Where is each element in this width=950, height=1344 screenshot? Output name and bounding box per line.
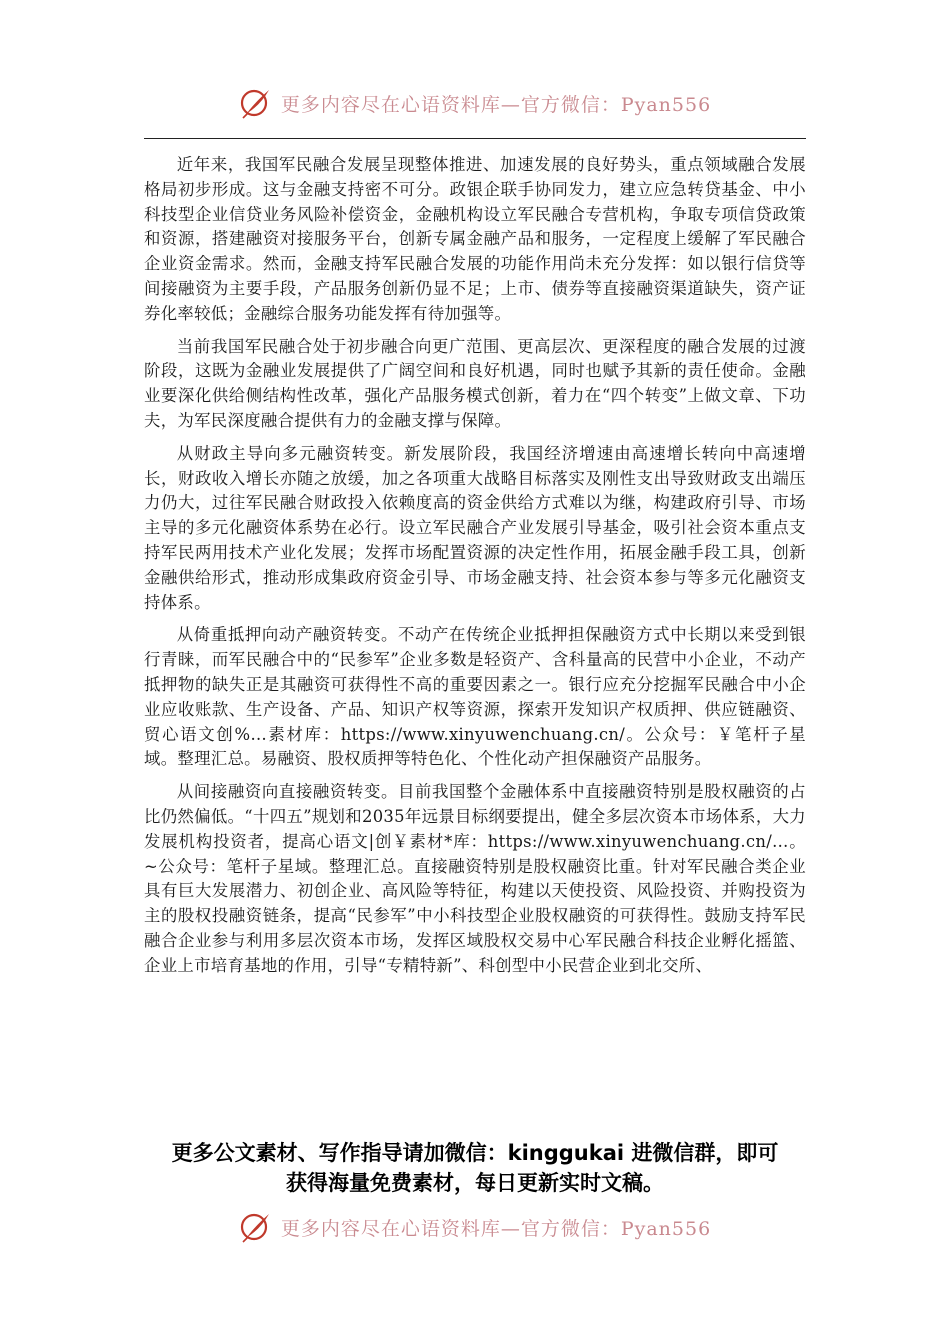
header-divider [144, 138, 806, 139]
header-banner-text: 更多内容尽在心语资料库—官方微信：Pyan556 [280, 93, 712, 116]
promo-line: 更多公文素材、写作指导请加微信：kinggukai 进微信群，即可 [171, 1141, 779, 1165]
promo-line: 获得海量免费素材，每日更新实时文稿。 [286, 1171, 664, 1195]
header-banner [0, 78, 950, 128]
document-body [144, 153, 806, 987]
paragraph: 从倚重抵押向动产融资转变。不动产在传统企业抵押担保融资方式中长期以来受到银行青睐，而军民融合中的“民参军”企业多数是轻资产、含科量高的民营中小企业，不动产抵押物的缺失正是其融资可获得性不高的重要因素之一。银行应充分挖掘军民融合中小企业应收账款、生产设备、产品、知识产权等资源，探索开发知识产权质押、供应链融资、贸心语文创%…素材库：https://www.xinyuwenchuang.cn/。公众号：￥笔杆子星域。整理汇总。易融资、股权质押等特色化、个性化动产担保融资产品服务。 [144, 625, 806, 769]
quill-logo-icon [239, 1210, 273, 1244]
quill-logo-icon [239, 86, 273, 120]
paragraph: 近年来，我国军民融合发展呈现整体推进、加速发展的良好势头，重点领域融合发展格局初步形成。这与金融支持密不可分。政银企联手协同发力，建立应急转贷基金、中小科技型企业信贷业务风险补偿资金，金融机构设立军民融合专营机构，争取专项信贷政策和资源，搭建融资对接服务平台，创新专属金融产品和服务，一定程度上缓解了军民融合企业资金需求。然而，金融支持军民融合发展的功能作用尚未充分发挥：如以银行信贷等间接融资为主要手段，产品服务创新仍显不足；上市、债券等直接融资渠道缺失，资产证券化率较低；金融综合服务功能发挥有待加强等。 [144, 155, 806, 323]
paragraph: 当前我国军民融合处于初步融合向更广范围、更高层次、更深程度的融合发展的过渡阶段，这既为金融业发展提供了广阔空间和良好机遇，同时也赋予其新的责任使命。金融业要深化供给侧结构性改革，强化产品服务模式创新，着力在“四个转变”上做文章、下功夫，为军民深度融合提供有力的金融支撑与保障。 [144, 336, 806, 430]
promo-notice [140, 1138, 810, 1198]
footer-banner-text: 更多内容尽在心语资料库—官方微信：Pyan556 [280, 1217, 712, 1240]
footer-banner [0, 1202, 950, 1252]
paragraph: 从财政主导向多元融资转变。新发展阶段，我国经济增速由高速增长转向中高速增长，财政收入增长亦随之放缓，加之各项重大战略目标落实及刚性支出导致财政支出端压力仍大，过往军民融合财政投入依赖度高的资金供给方式难以为继，构建政府引导、市场主导的多元化融资体系势在必行。设立军民融合产业发展引导基金，吸引社会资本重点支持军民两用技术产业化发展；发挥市场配置资源的决定性作用，拓展金融手段工具，创新金融供给形式，推动形成集政府资金引导、市场金融支持、社会资本参与等多元化融资支持体系。 [144, 443, 806, 612]
paragraph: 从间接融资向直接融资转变。目前我国整个金融体系中直接融资特别是股权融资的占比仍然偏低。“十四五”规划和2035年远景目标纲要提出，健全多层次资本市场体系，大力发展机构投资者，提高心语文|创￥素材*库：https://www.xinyuwenchuang.cn/…。~公众号：笔杆子星域。整理汇总。直接融资特别是股权融资比重。针对军民融合类企业具有巨大发展潜力、初创企业、高风险等特征，构建以天使投资、风险投资、并购投资为主的股权投融资链条，提高“民参军”中小科技型企业股权融资的可获得性。鼓励支持军民融合企业参与利用多层次资本市场，发挥区域股权交易中心军民融合科技企业孵化摇篮、企业上市培育基地的作用，引导“专精特新”、科创型中小民营企业到北交所、 [144, 782, 806, 975]
